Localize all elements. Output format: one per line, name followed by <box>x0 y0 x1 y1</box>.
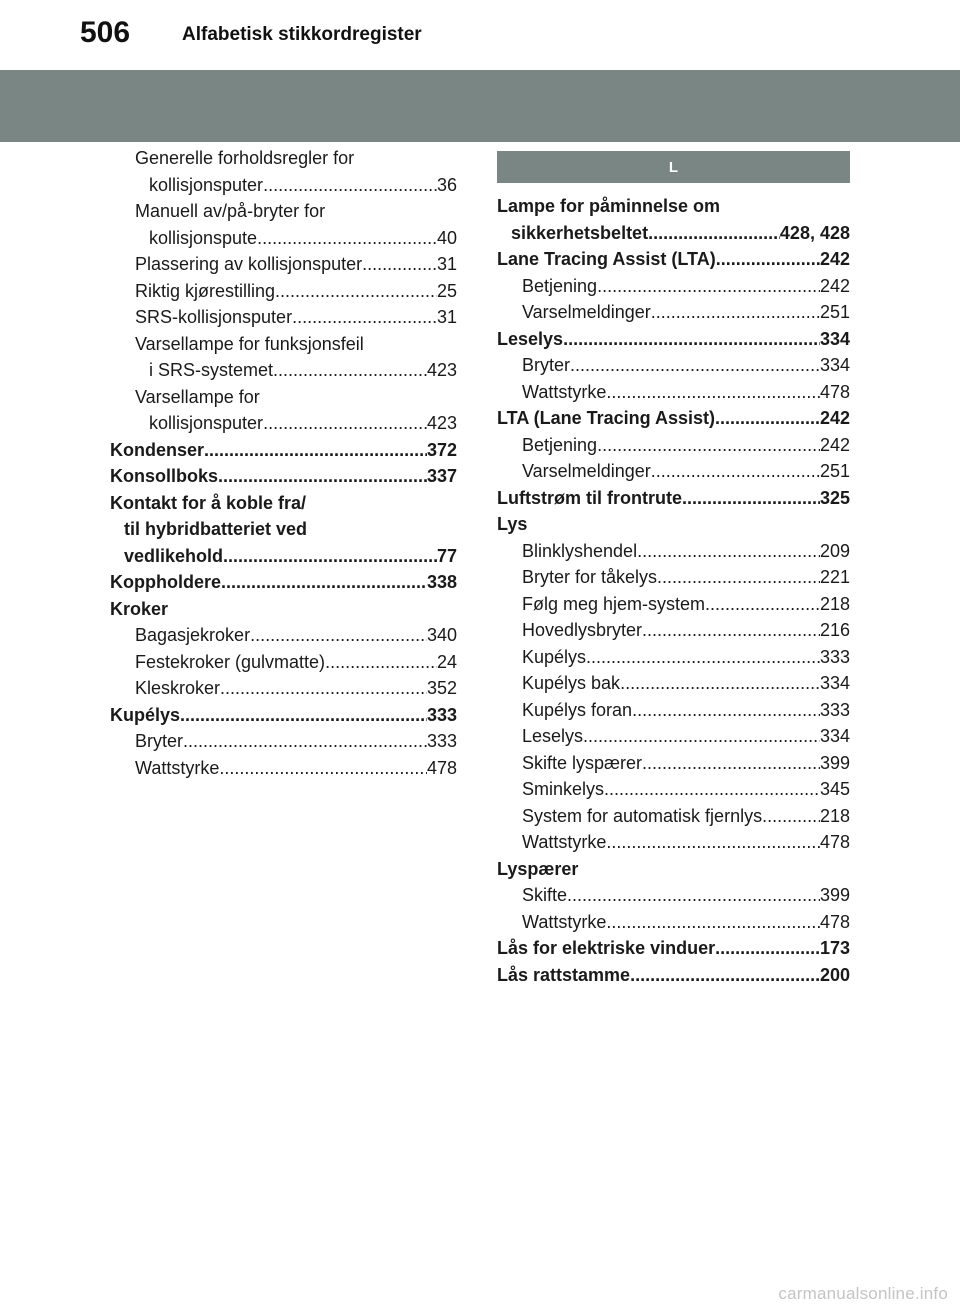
index-entry <box>110 172 457 199</box>
page-reference: 345 <box>819 779 850 799</box>
dot-leader <box>632 697 820 724</box>
index-term: vedlikehold <box>124 545 224 566</box>
index-term: Betjening <box>522 275 598 296</box>
page-number: 506 <box>80 16 131 49</box>
index-term: Bryter for tåkelys <box>522 567 658 587</box>
index-term: Plassering av kollisjonsputer <box>135 254 363 274</box>
index-entry <box>497 352 850 379</box>
page-reference: 216 <box>819 620 850 640</box>
index-entry <box>110 755 457 782</box>
header-band <box>0 70 960 142</box>
index-term: Konsollboks <box>110 466 219 486</box>
index-term: i SRS-systemet <box>149 360 274 380</box>
index-entry <box>110 728 457 755</box>
index-term: kollisjonsputer <box>149 413 264 433</box>
page-reference: 40 <box>436 227 457 248</box>
dot-leader <box>263 172 437 199</box>
page-reference: 478 <box>819 381 850 402</box>
dot-leader <box>257 225 437 252</box>
page-reference: 399 <box>819 752 850 773</box>
index-entry <box>110 463 457 490</box>
index-entry <box>497 882 850 909</box>
page-reference: 77 <box>436 545 457 566</box>
index-term: Lyspærer <box>497 858 579 879</box>
page-reference: 399 <box>819 885 850 905</box>
index-entry <box>497 379 850 406</box>
index-term: Bryter <box>522 355 571 375</box>
page-reference: 173 <box>819 938 850 958</box>
index-entry <box>497 220 850 247</box>
dot-leader <box>657 564 820 591</box>
index-term: Lys <box>497 514 528 534</box>
index-term: Festekroker (gulvmatte) <box>135 651 326 672</box>
index-entries-right <box>497 193 850 988</box>
page-reference: 325 <box>819 487 850 508</box>
index-term: Wattstyrke <box>135 757 220 778</box>
dot-leader <box>218 463 427 490</box>
dot-leader <box>220 675 427 702</box>
page-reference: 478 <box>426 757 457 778</box>
dot-leader <box>362 251 437 278</box>
index-entry <box>497 962 850 989</box>
dot-leader <box>682 485 820 512</box>
dot-leader <box>583 723 820 750</box>
index-term: Kupélys bak <box>522 673 621 693</box>
index-entry <box>497 723 850 750</box>
dot-leader <box>273 357 427 384</box>
page-reference: 372 <box>426 439 457 460</box>
dot-leader <box>204 437 427 464</box>
index-entry <box>497 644 850 671</box>
page-reference: 478 <box>819 911 850 932</box>
running-title: Alfabetisk stikkordregister <box>182 24 422 45</box>
index-entry <box>110 278 457 305</box>
dot-leader <box>620 670 820 697</box>
page-reference: 334 <box>819 355 850 375</box>
page-reference: 242 <box>819 275 850 296</box>
index-term: kollisjonspute <box>149 227 258 248</box>
index-term: Bryter <box>135 731 184 751</box>
page-reference: 333 <box>819 646 850 667</box>
dot-leader <box>762 803 820 830</box>
dot-leader <box>648 220 780 247</box>
index-term: Leselys <box>497 328 564 349</box>
index-entry <box>497 273 850 300</box>
index-entry <box>110 622 457 649</box>
index-entry <box>497 803 850 830</box>
index-term: Riktig kjørestilling <box>135 280 276 301</box>
index-term: Wattstyrke <box>522 911 607 932</box>
index-entry <box>110 410 457 437</box>
dot-leader <box>180 702 427 729</box>
index-term: LTA (Lane Tracing Assist) <box>497 408 716 428</box>
page-reference: 24 <box>436 651 457 672</box>
top-strip <box>0 0 960 70</box>
index-entry <box>497 750 850 777</box>
page-reference: 334 <box>819 328 850 349</box>
watermark: carmanualsonline.info <box>778 1284 948 1303</box>
index-term: Kupélys <box>522 646 587 667</box>
dot-leader <box>651 299 820 326</box>
index-term: Kondenser <box>110 439 205 460</box>
index-entry-line: til hybridbatteriet ved <box>124 519 308 539</box>
page-reference: 340 <box>426 625 457 645</box>
index-term: Varselmeldinger <box>522 302 651 322</box>
index-entry <box>497 405 850 432</box>
page-reference: 242 <box>819 249 850 269</box>
index-term: Lås for elektriske vinduer <box>497 938 716 958</box>
page-reference: 221 <box>819 567 850 587</box>
dot-leader <box>637 538 820 565</box>
section-letter-bar: L <box>497 151 850 183</box>
index-entry <box>110 569 457 596</box>
index-term: Kupélys <box>110 704 181 725</box>
index-entry <box>110 251 457 278</box>
index-term: Følg meg hjem-system <box>522 593 706 614</box>
index-entry <box>497 909 850 936</box>
index-entry <box>497 829 850 856</box>
dot-leader <box>715 405 820 432</box>
dot-leader <box>570 352 820 379</box>
index-entry-line: Lampe for påminnelse om <box>497 196 721 216</box>
index-term: Skifte lyspærer <box>522 752 643 773</box>
dot-leader <box>563 326 820 353</box>
index-entry <box>497 511 850 538</box>
index-entry <box>497 246 850 273</box>
index-term: Leselys <box>522 726 584 746</box>
page-reference: 31 <box>436 254 457 274</box>
page-reference: 334 <box>819 726 850 746</box>
dot-leader <box>604 776 820 803</box>
index-entry-line: Kontakt for å koble fra/ <box>110 492 307 513</box>
index-term: Lane Tracing Assist (LTA) <box>497 249 716 269</box>
index-entry <box>497 776 850 803</box>
dot-leader <box>183 728 427 755</box>
index-entry <box>110 437 457 464</box>
index-term: Bagasjekroker <box>135 625 251 645</box>
page-reference: 218 <box>819 593 850 614</box>
index-entry <box>110 304 457 331</box>
dot-leader <box>325 649 437 676</box>
dot-leader <box>705 591 820 618</box>
dot-leader <box>642 617 820 644</box>
page-reference: 352 <box>426 678 457 698</box>
index-entry <box>110 596 457 623</box>
dot-leader <box>586 644 820 671</box>
index-term: Skifte <box>522 885 568 905</box>
index-entry <box>497 935 850 962</box>
page-reference: 251 <box>819 302 850 322</box>
index-term: Sminkelys <box>522 779 605 799</box>
page-reference: 251 <box>819 461 850 481</box>
index-term: Hovedlysbryter <box>522 620 643 640</box>
dot-leader <box>275 278 437 305</box>
index-entry <box>497 697 850 724</box>
page-reference: 242 <box>819 408 850 428</box>
index-term: Betjening <box>522 434 598 455</box>
index-term: Blinklyshendel <box>522 540 638 561</box>
index-entry <box>497 670 850 697</box>
index-entry-line: Manuell av/på-bryter for <box>135 201 326 221</box>
index-entry <box>497 458 850 485</box>
index-entry <box>110 649 457 676</box>
page-reference: 428, 428 <box>779 222 850 243</box>
dot-leader <box>606 909 820 936</box>
index-term: SRS-kollisjonsputer <box>135 307 293 327</box>
index-term: Wattstyrke <box>522 832 607 852</box>
index-column-right <box>497 151 850 988</box>
page-reference: 36 <box>436 174 457 195</box>
index-term: sikkerhetsbeltet <box>511 222 649 243</box>
dot-leader <box>219 755 427 782</box>
page-reference: 218 <box>819 805 850 826</box>
index-entry <box>497 538 850 565</box>
page-reference: 242 <box>819 434 850 455</box>
index-entry <box>110 675 457 702</box>
dot-leader <box>642 750 820 777</box>
page-reference: 25 <box>436 280 457 301</box>
dot-leader <box>250 622 427 649</box>
index-term: kollisjonsputer <box>149 174 264 195</box>
index-term: Kleskroker <box>135 678 221 698</box>
dot-leader <box>651 458 820 485</box>
page-reference: 333 <box>426 731 457 751</box>
page-reference: 338 <box>426 572 457 592</box>
index-term: Varselmeldinger <box>522 461 651 481</box>
dot-leader <box>567 882 820 909</box>
dot-leader <box>597 432 820 459</box>
page-reference: 423 <box>426 360 457 380</box>
page-reference: 209 <box>819 540 850 561</box>
index-term: System for automatisk fjernlys <box>522 805 763 826</box>
index-term: Kroker <box>110 598 169 619</box>
dot-leader <box>597 273 820 300</box>
page-reference: 337 <box>426 466 457 486</box>
dot-leader <box>292 304 437 331</box>
index-term: Luftstrøm til frontrute <box>497 487 682 508</box>
index-entry-line: Varsellampe for <box>135 386 260 407</box>
index-entry <box>110 225 457 252</box>
index-entry <box>497 564 850 591</box>
dot-leader <box>263 410 427 437</box>
index-entry <box>110 357 457 384</box>
page-reference: 333 <box>426 704 457 725</box>
index-entry <box>497 432 850 459</box>
index-entry <box>110 543 457 570</box>
index-entry-line: Generelle forholdsregler for <box>135 148 355 168</box>
index-term: Koppholdere <box>110 572 221 592</box>
dot-leader <box>606 379 820 406</box>
index-entry <box>497 485 850 512</box>
page-reference: 333 <box>819 699 850 720</box>
page-reference: 478 <box>819 832 850 852</box>
index-entry <box>110 702 457 729</box>
dot-leader <box>223 543 437 570</box>
dot-leader <box>606 829 820 856</box>
page-reference: 31 <box>436 307 457 327</box>
dot-leader <box>630 962 820 989</box>
index-entry <box>497 591 850 618</box>
index-entry <box>497 326 850 353</box>
dot-leader <box>221 569 427 596</box>
index-column-left <box>110 145 457 781</box>
dot-leader <box>715 935 820 962</box>
index-entry-line: Varsellampe for funksjonsfeil <box>135 333 364 354</box>
index-term: Kupélys foran <box>522 699 633 720</box>
index-term: Wattstyrke <box>522 381 607 402</box>
index-entry <box>497 617 850 644</box>
index-entry <box>497 856 850 883</box>
page-reference: 423 <box>426 413 457 433</box>
dot-leader <box>716 246 820 273</box>
page-reference: 334 <box>819 673 850 693</box>
index-term: Lås rattstamme <box>497 964 631 985</box>
page-reference: 200 <box>819 964 850 985</box>
index-entry <box>497 299 850 326</box>
